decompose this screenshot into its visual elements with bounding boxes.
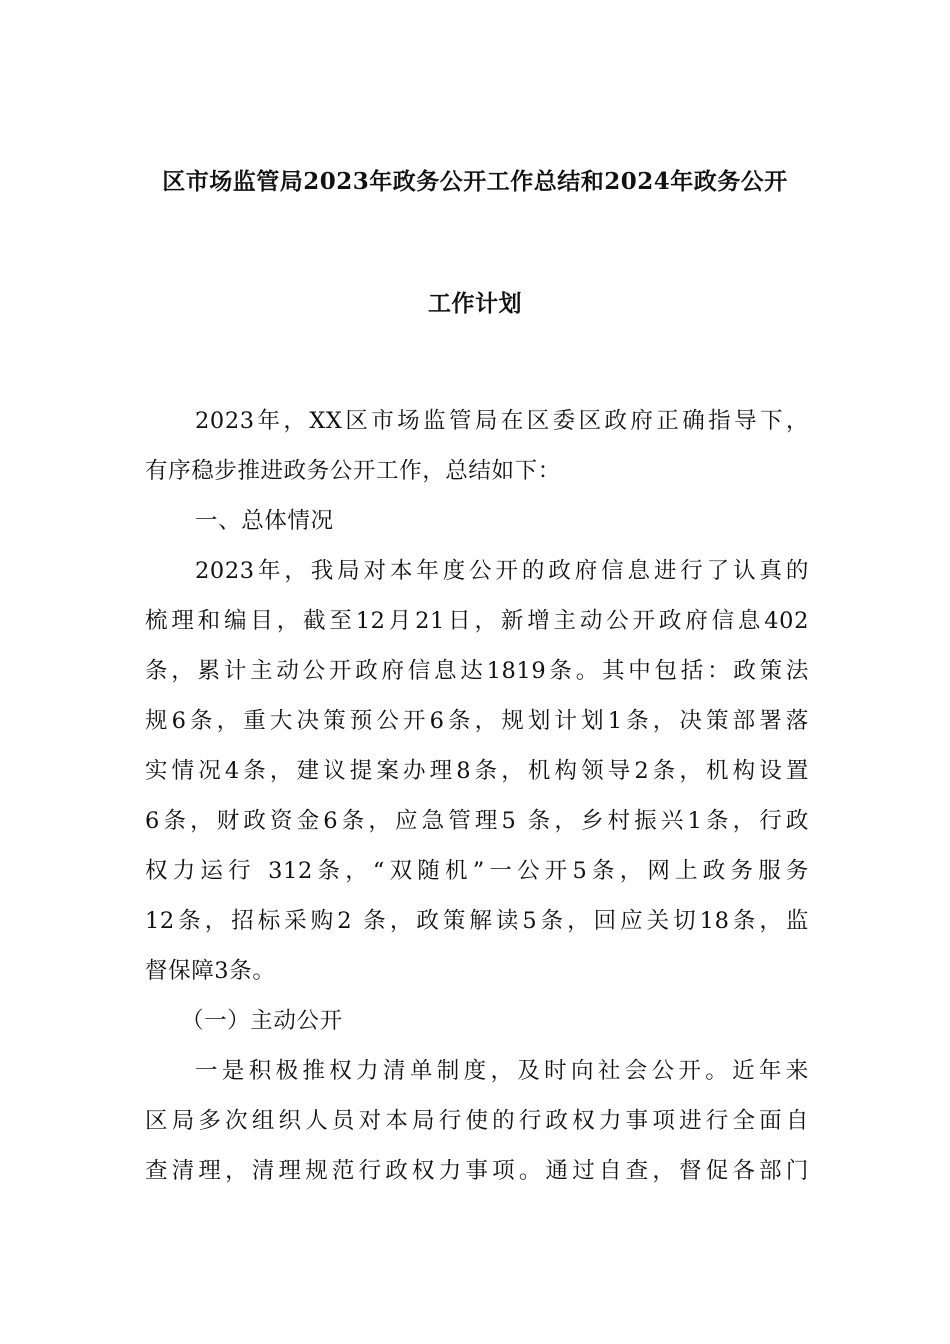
- paragraph-line: 2023年，我局对本年度公开的政府信息进行了认真的: [195, 558, 809, 584]
- paragraph-line: 实情况4条，建议提案办理8条，机构领导2条，机构设置: [145, 758, 809, 784]
- document-title-line2: 工作计划: [428, 290, 522, 317]
- paragraph-line: 权力运行 312条，“双随机”一公开5条，网上政务服务: [145, 858, 809, 884]
- paragraph-line: 查清理，清理规范行政权力事项。通过自查，督促各部门: [145, 1158, 809, 1184]
- paragraph-line: 区局多次组织人员对本局行使的行政权力事项进行全面自: [145, 1108, 809, 1134]
- paragraph-line: 有序稳步推进政务公开工作，总结如下：: [145, 458, 561, 484]
- document-title-line1: 区市场监管局2023年政务公开工作总结和2024年政务公开: [162, 168, 788, 195]
- subsection-heading: （一）主动公开: [181, 1008, 343, 1034]
- paragraph-line: 12条，招标采购2 条，政策解读5条，回应关切18条，监: [145, 908, 809, 934]
- paragraph-line: 规6条，重大决策预公开6条，规划计划1条，决策部署落: [145, 708, 809, 734]
- paragraph-line: 督保障3条。: [145, 958, 276, 984]
- paragraph-line: 一是积极推权力清单制度，及时向社会公开。近年来: [195, 1058, 809, 1084]
- section-heading: 一、总体情况: [195, 508, 334, 534]
- paragraph-line: 梳理和编目，截至12月21日，新增主动公开政府信息402: [145, 608, 809, 634]
- paragraph-line: 条，累计主动公开政府信息达1819条。其中包括：政策法: [145, 658, 809, 684]
- document-body: [145, 396, 809, 1196]
- paragraph-line: 2023年，XX区市场监管局在区委区政府正确指导下，: [195, 408, 809, 434]
- paragraph-line: 6条，财政资金6条，应急管理5 条，乡村振兴1条，行政: [145, 808, 809, 834]
